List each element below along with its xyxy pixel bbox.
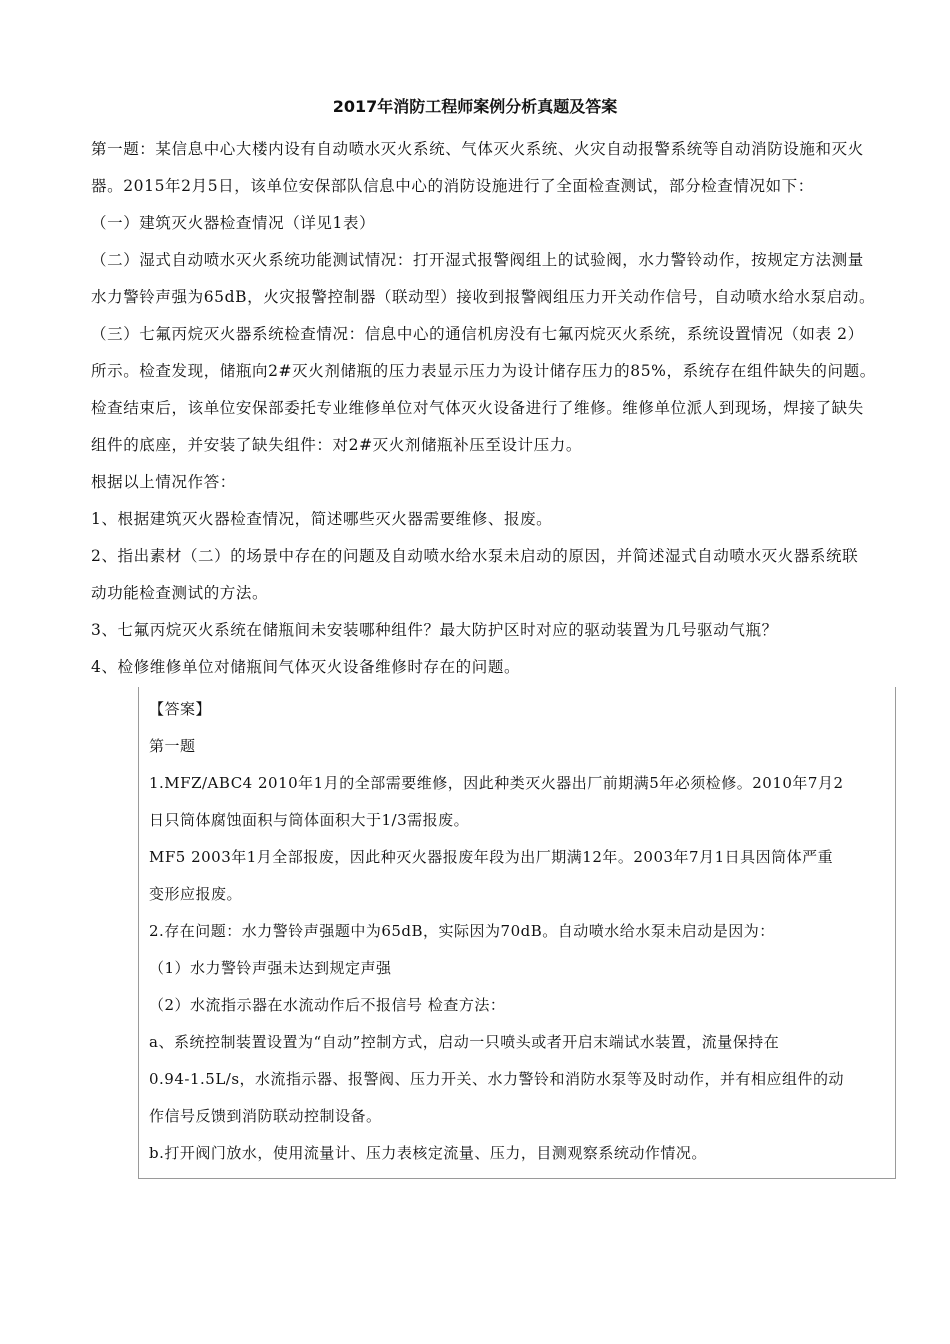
question-line: 水力警铃声强为65dB，火灾报警控制器（联动型）接收到报警阀组压力开关动作信号，自动喷水给水泵启动。 [91,288,876,306]
answer-line: MF5 2003年1月全部报废，因此种灭火器报废年段为出厂期满12年。2003年7月1日具因筒体严重 [149,848,834,866]
question-line: 2、指出素材（二）的场景中存在的问题及自动喷水给水泵未启动的原因，并简述湿式自动喷水灭火器系统联 [91,547,859,565]
document-title: 2017年消防工程师案例分析真题及答案 [332,97,618,116]
question-line: 所示。检查发现，储瓶向2#灭火剂储瓶的压力表显示压力为设计储存压力的85%，系统存在组件缺失的问题。 [91,362,876,380]
answer-section [149,691,889,1172]
question-line: 根据以上情况作答： [91,473,236,491]
answer-line: 【答案】 [149,700,212,718]
answer-line: a、系统控制装置设置为“自动”控制方式，启动一只喷头或者开启末端试水装置，流量保持在 [149,1033,780,1051]
question-line: 动功能检查测试的方法。 [91,584,269,602]
question-line: （一）建筑灭火器检查情况（详见1表） [91,214,376,232]
answer-line: 2.存在问题：水力警铃声强题中为65dB，实际因为70dB。自动喷水给水泵未启动是因为： [149,922,775,940]
question-line: 组件的底座，并安装了缺失组件：对2#灭火剂储瓶补压至设计压力。 [91,436,582,454]
answer-line: 作信号反馈到消防联动控制设备。 [149,1107,382,1125]
answer-line: 1.MFZ/ABC4 2010年1月的全部需要维修，因此种类灭火器出厂前期满5年必须检修。2010年7月2 [149,774,844,792]
answer-line: 第一题 [149,737,196,755]
question-section [91,131,896,686]
question-line: 检查结束后，该单位安保部委托专业维修单位对气体灭火设备进行了维修。维修单位派人到现场，焊接了缺失 [91,399,864,417]
question-line: 第一题：某信息中心大楼内设有自动喷水灭火系统、气体灭火系统、火灾自动报警系统等自动消防设施和灭火 [91,140,864,158]
answer-line: （1）水力警铃声强未达到规定声强 [149,959,392,977]
question-line: 1、根据建筑灭火器检查情况，简述哪些灭火器需要维修、报废。 [91,510,553,528]
answer-line: 0.94-1.5L/s，水流指示器、报警阀、压力开关、水力警铃和消防水泵等及时动作，并有相应组件的动 [149,1070,845,1088]
answer-line: b.打开阀门放水，使用流量计、压力表核定流量、压力，目测观察系统动作情况。 [149,1144,707,1162]
question-line: 3、七氟丙烷灭火系统在储瓶间未安装哪种组件？最大防护区时对应的驱动装置为几号驱动气瓶？ [91,621,778,639]
answer-line: （2）水流指示器在水流动作后不报信号 检查方法： [149,996,506,1014]
question-line: 4、检修维修单位对储瓶间气体灭火设备维修时存在的问题。 [91,658,521,676]
question-line: 器。2015年2月5日，该单位安保部队信息中心的消防设施进行了全面检查测试，部分检查情况如下： [91,177,814,195]
question-line: （二）湿式自动喷水灭火系统功能测试情况：打开湿式报警阀组上的试验阀，水力警铃动作，按规定方法测量 [91,251,864,269]
answer-line: 日只筒体腐蚀面积与筒体面积大于1/3需报废。 [149,811,470,829]
question-line: （三）七氟丙烷灭火器系统检查情况：信息中心的通信机房没有七氟丙烷灭火系统，系统设置情况（如表 2） [91,325,864,343]
answer-line: 变形应报废。 [149,885,243,903]
